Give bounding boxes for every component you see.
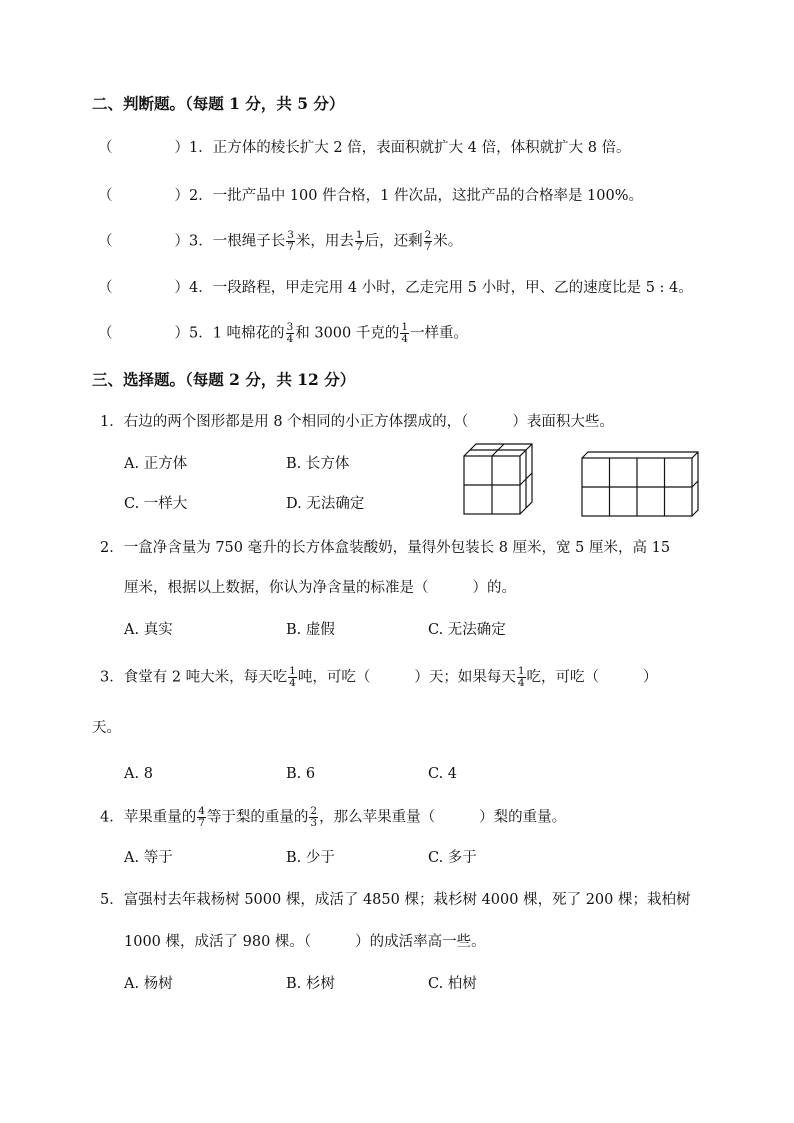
answer-paren-open[interactable]: （ <box>98 280 113 296</box>
question-text: ）表面积大些。 <box>512 414 614 430</box>
fraction: $\frac{4}{7}$ <box>198 805 205 829</box>
answer-paren-close: ） <box>174 233 189 250</box>
judge-item-5 <box>98 322 468 345</box>
q2-option-a[interactable]: A. 真实 <box>124 622 173 638</box>
fraction: $\frac{1}{4}$ <box>401 321 409 345</box>
judge-item-2 <box>98 186 643 206</box>
fraction: $\frac{3}{7}$ <box>287 229 294 253</box>
answer-paren-open[interactable]: （ <box>98 325 113 342</box>
fraction: $\frac{1}{4}$ <box>517 665 525 689</box>
judge-item-1 <box>98 138 631 158</box>
question-text: 4．苹果重量的 <box>100 809 197 826</box>
fraction: $\frac{3}{4}$ <box>286 321 294 345</box>
choice-q3-line1 <box>100 666 658 689</box>
q5-option-c[interactable]: C. 柏树 <box>428 976 477 992</box>
q5-option-a[interactable]: A. 杨树 <box>124 976 173 992</box>
choice-q1 <box>100 412 614 432</box>
judge-item-3 <box>98 230 462 253</box>
question-text: ）梨的重量。 <box>479 809 567 826</box>
q5-option-b[interactable]: B. 杉树 <box>286 976 335 992</box>
judge-item-4 <box>98 278 693 298</box>
q1-option-c[interactable]: C. 一样大 <box>124 496 188 512</box>
question-text: 3．食堂有 2 吨大米，每天吃 <box>100 669 288 686</box>
answer-paren-open[interactable]: （ <box>98 140 113 156</box>
q1-option-d[interactable]: D. 无法确定 <box>286 496 365 512</box>
item-text: 一样重。 <box>410 325 469 342</box>
q3-option-a[interactable]: A. 8 <box>124 766 153 782</box>
item-text: 1．正方体的棱长扩大 2 倍，表面积就扩大 4 倍，体积就扩大 8 倍。 <box>189 140 631 156</box>
q4-option-b[interactable]: B. 少于 <box>286 850 335 866</box>
fraction: $\frac{2}{3}$ <box>310 805 318 829</box>
choice-q4 <box>100 806 566 829</box>
item-text: 后，还剩 <box>364 233 423 250</box>
choice-q2-line2 <box>124 578 516 598</box>
q3-option-c[interactable]: C. 4 <box>428 766 458 782</box>
question-text: 等于梨的重量的 <box>206 809 309 826</box>
question-text: 吃，可吃（ <box>526 669 600 686</box>
item-text: 5．1 吨棉花的 <box>189 325 285 342</box>
answer-paren-open[interactable]: （ <box>98 233 113 250</box>
question-text: ，那么苹果重量（ <box>319 809 436 826</box>
q4-option-a[interactable]: A. 等于 <box>124 850 173 866</box>
question-text: 吨，可吃（ <box>297 669 371 686</box>
section2-title: 二、判断题。（每题 1 分，共 5 分） <box>92 94 345 113</box>
answer-paren-close: ） <box>174 188 189 204</box>
item-text: 和 3000 千克的 <box>295 325 400 342</box>
question-text: ）的。 <box>472 580 516 596</box>
q2-option-c[interactable]: C. 无法确定 <box>428 622 506 638</box>
q3-option-b[interactable]: B. 6 <box>286 766 316 782</box>
fraction: $\frac{1}{4}$ <box>289 665 296 689</box>
answer-paren-close: ） <box>174 140 189 156</box>
fraction: $\frac{2}{7}$ <box>424 229 432 253</box>
q4-option-c[interactable]: C. 多于 <box>428 850 477 866</box>
question-text: 1000 棵，成活了 980 棵。（ <box>124 934 312 950</box>
answer-paren-close: ） <box>174 280 189 296</box>
choice-q3-line2: 天。 <box>92 720 121 736</box>
choice-q5-line1: 5．富强村去年栽杨树 5000 棵，成活了 4850 棵；栽杉树 4000 棵，死了 200 棵；栽柏树 <box>100 892 691 908</box>
item-text: 3．一根绳子长 <box>189 233 286 250</box>
q1-option-b[interactable]: B. 长方体 <box>286 456 350 472</box>
question-text: ）天；如果每天 <box>414 669 516 686</box>
answer-paren-close: ） <box>174 325 189 342</box>
section3-title: 三、选择题。（每题 2 分，共 12 分） <box>92 370 356 389</box>
q1-option-a[interactable]: A. 正方体 <box>124 456 188 472</box>
item-text: 米，用去 <box>295 233 354 250</box>
choice-q2-line1: 2．一盒净含量为 750 毫升的长方体盒装酸奶，量得外包装长 8 厘米，宽 5 厘米，高 15 <box>100 540 671 556</box>
answer-paren-open[interactable]: （ <box>98 188 113 204</box>
item-text: 2．一批产品中 100 件合格，1 件次品，这批产品的合格率是 100%。 <box>189 188 644 204</box>
choice-q5-line2 <box>124 932 486 952</box>
question-text: ）的成活率高一些。 <box>355 934 486 950</box>
question-text: ） <box>643 669 658 686</box>
question-text: 1．右边的两个图形都是用 8 个相同的小正方体摆成的，（ <box>100 414 469 430</box>
cuboid-figure <box>578 448 702 520</box>
item-text: 4．一段路程，甲走完用 4 小时，乙走完用 5 小时，甲、乙的速度比是 5 : 4。 <box>189 280 693 296</box>
cube-figure <box>460 440 540 520</box>
question-text: 厘米，根据以上数据，你认为净含量的标准是（ <box>124 580 429 596</box>
fraction: $\frac{1}{7}$ <box>355 229 363 253</box>
q2-option-b[interactable]: B. 虚假 <box>286 622 335 638</box>
item-text: 米。 <box>433 233 463 250</box>
